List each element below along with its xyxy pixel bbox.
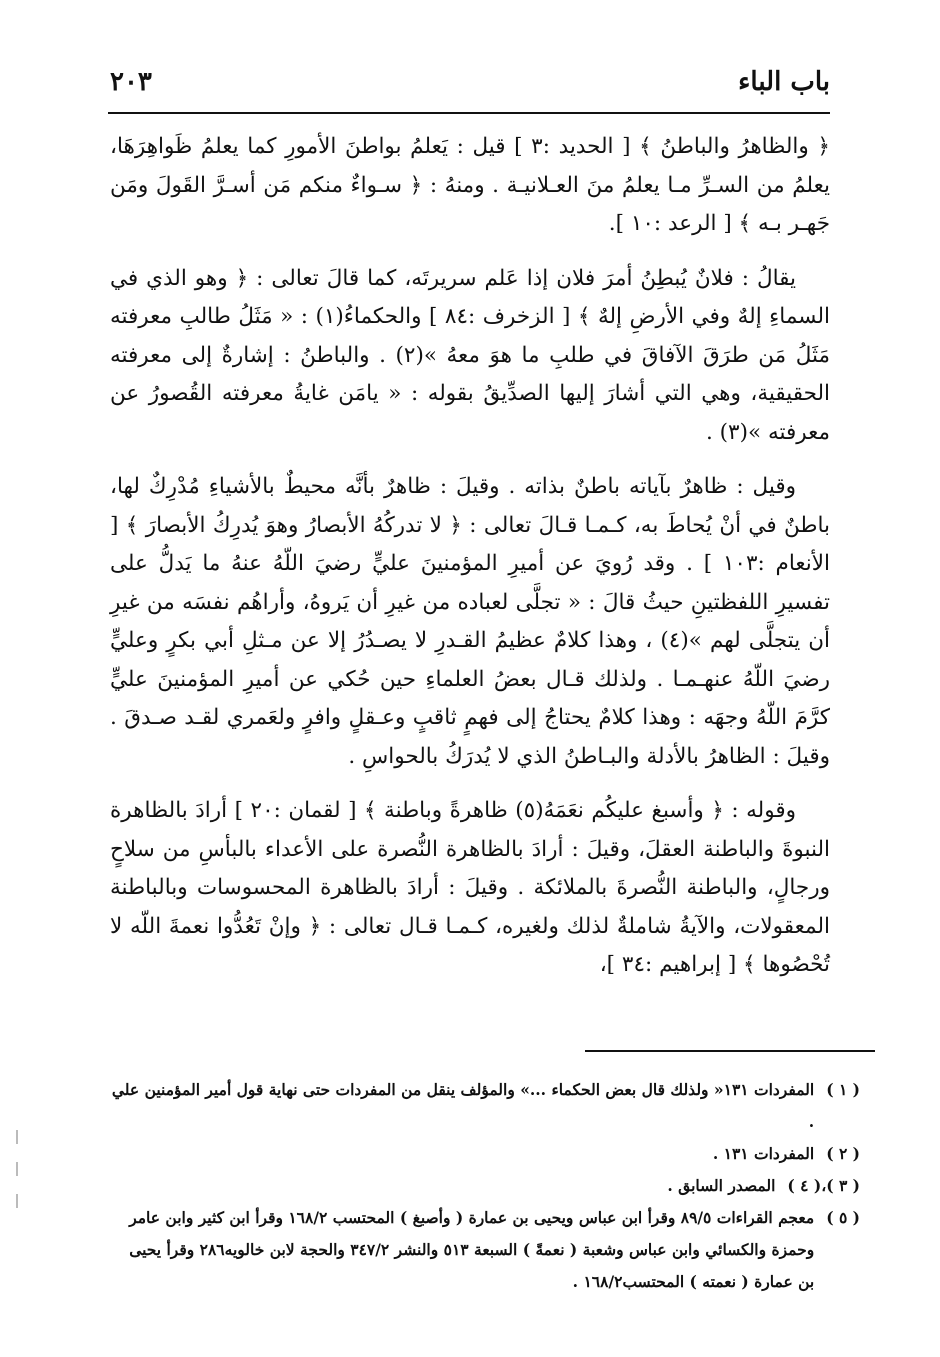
footnote-number: ( ٢ ) [826,1144,860,1163]
footnote-item [110,1074,860,1138]
page-number: ٢٠٣ [110,67,152,97]
paragraph-1: ﴿ والظاهرُ والباطنُ ﴾ [ الحديد :٣ ] قيل : يَعلمُ بواطنَ الأمورِ كما يعلمُ ظَواهِرَهَا، يعلمُ من السـرِّ مـا يعلمُ منَ العـلانيـة . ومنهُ : ﴿ سـواءٌ منكم مَن أسـرَّ القَولَ ومَن جَهـر بـه ﴾ [ الرعد :١٠ ]. [110,134,830,236]
scan-margin-marks [14,1130,18,1240]
footnote-item [110,1202,860,1298]
footnote-text: معجم القراءات ٨٩/٥ وقرأ ابن عباس ويحيى بن عمارة ( وأصبغ ) المحتسب ١٦٨/٢ وقرأ ابن كثير وابن عامر وحمزة والكسائي وابن عباس وشعبة ( نعمةً ) السبعة ٥١٣ والنشر ٣٤٧/٢ والحجة لابن خالويه٢٨٦ وقرأ يحيى بن عمارة ( نعمته ) المحتسب١٦٨/٢ . [129,1208,815,1291]
footnote-number: ( ٥ ) [826,1208,860,1227]
header-rule [108,112,830,114]
page-header [110,62,830,102]
paragraph-4: وقوله : ﴿ وأسبغ عليكُم نعَمَهُ(٥) ظاهرةً وباطنة ﴾ [ لقمان :٢٠ ] أرادَ بالظاهرة النبوةَ والباطنة العقلَ، وقيلَ : أرادَ بالظاهرة النُّصرة على الأعداء بالبأسِ من سلاحٍ ورجالٍ، والباطنة النُّصرةَ بالملائكة . وقيلَ : أرادَ بالظاهرة المحسوسات وبالباطنة المعقولات، والآيةُ شاملةٌ لذلك ولغيره، كـمـا قـال تعالى : ﴿ وإنْ تَعُدُّوا نعمةَ اللّه لا تُحْصُوها ﴾ [ إبراهيم :٣٤ ]، [110,798,830,977]
footnote-item [110,1138,860,1170]
footnote-item [110,1170,860,1202]
footnotes [110,1074,860,1298]
chapter-title: باب الباء [738,67,830,97]
paragraph-3: وقيل : ظاهرٌ بآياته باطنٌ بذاته . وقيلَ : ظاهرٌ بأنَّه محيطٌ بالأشياءِ مُدْرِكٌ لها، باطنٌ في أنْ يُحاطَ به، كـمـا قـالَ تعالى : ﴿ لا تدركُهُ الأبصارُ وهوَ يُدرِكُ الأبصارَ ﴾ [ الأنعام :١٠٣ ] . وقد رُويَ عن أميرِ المؤمنينَ عليٍّ رضيَ اللّهُ عنهُ ما يَدلُّ على تفسيرِ اللفظتينِ حيثُ قالَ : « تجلَّى لعباده من غيرِ أن يَروهُ، وأراهُم نفسَه من غيرِ أن يتجلَّى لهم »(٤) ، وهذا كلامٌ عظيمُ القـدرِ لا يصـدُرُ إلا عن مـثلِ أبي بكرٍ وعليٍّ رضيَ اللّهُ عنهـمـا . ولذلك قـال بعضُ العلماءِ حين حُكي عن أميرِ المؤمنينَ عليٍّ كرَّمَ اللّهُ وجهَه : وهذا كلامٌ يحتاجُ إلى فهمٍ ثاقبٍ وعـقلٍ وافرٍ ولعَمري لقـد صـدقَ . وقيلَ : الظاهرُ بالأدلة والبـاطنُ الذي لا يُدرَكُ بالحواسِ . [110,474,831,769]
scan-mark [16,1194,18,1208]
scan-mark [16,1162,18,1176]
footnote-text: المصدر السابق . [667,1176,776,1195]
footnote-text: المفردات ١٣١« ولذلك قال بعض الحكماء ...» والمؤلف ينقل من المفردات حتى نهاية قول أمير المؤمنين علي . [111,1080,815,1131]
scan-mark [16,1130,18,1144]
main-text [110,128,830,1001]
footnote-rule [585,1050,875,1052]
paragraph-2: يقالُ : فلانٌ يُبطِنُ أمرَ فلان إذا عَلم سريرتَه، كما قالَ تعالى : ﴿ وهو الذي في السماءِ إلهٌ وفي الأرضِ إلهٌ ﴾ [ الزخرف :٨٤ ] والحكماءُ(١) : « مَثَلُ طالبِ معرفته مَثَلُ مَن طرَقَ الآفاقَ في طلبِ ما هوَ معهُ »(٢) . والباطنُ : إشارةٌ إلى معرفته الحقيقية، وهي التي أشارَ إليها الصدِّيقُ بقوله : « يامَن غايةُ معرفته القُصورُ عن معرفته »(٣) . [110,265,830,445]
footnote-number: ( ١ ) [826,1080,860,1099]
footnote-text: المفردات ١٣١ . [712,1144,815,1163]
footnote-number: ( ٣ )،( ٤ ) [787,1176,860,1195]
